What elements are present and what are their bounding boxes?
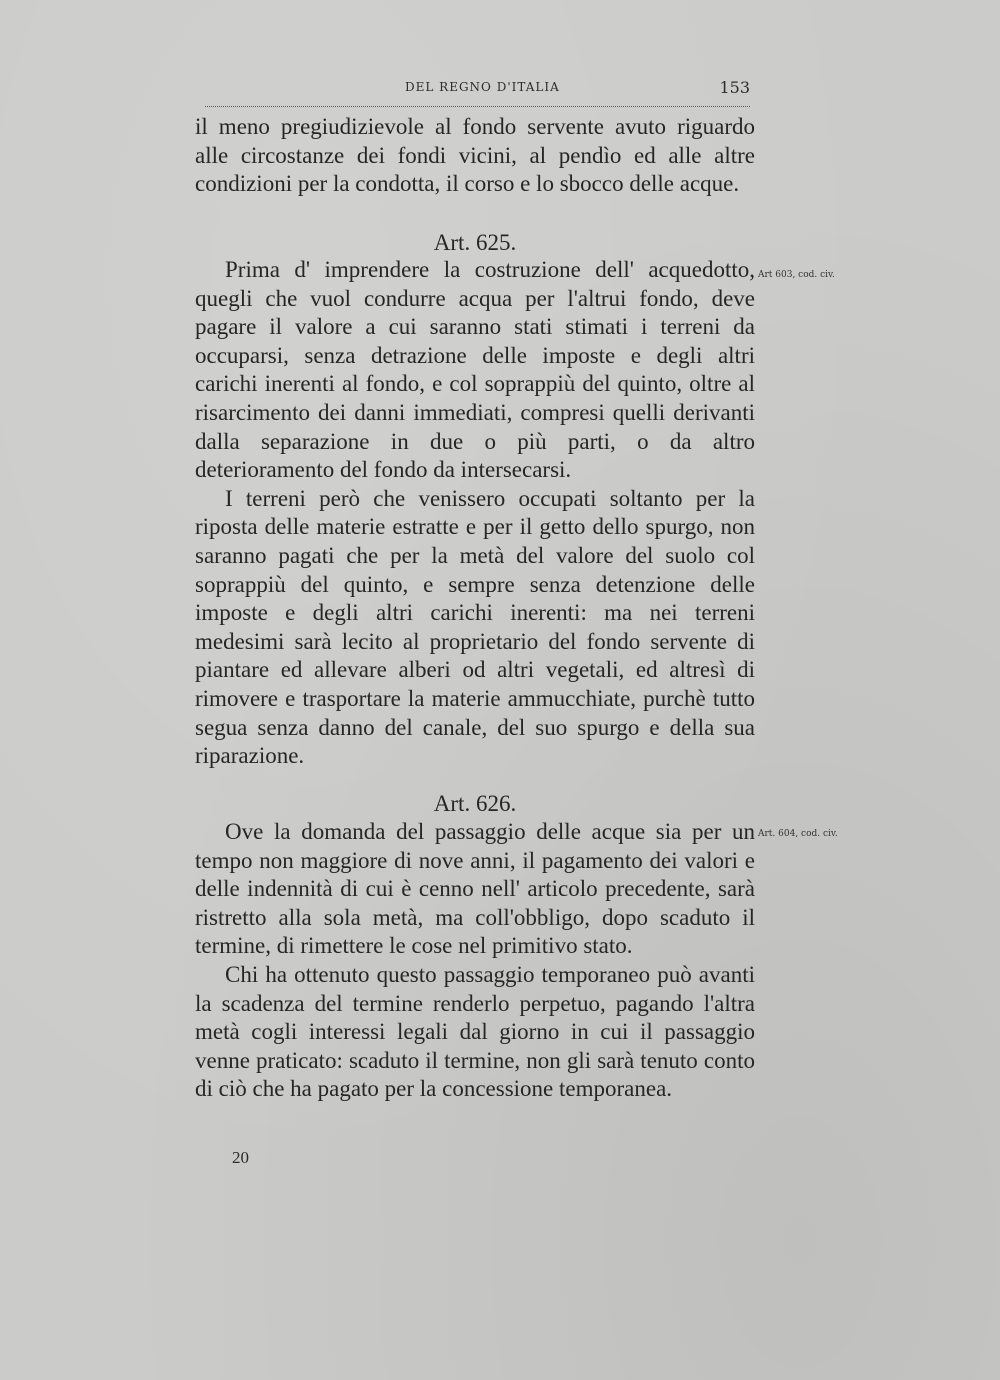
article-625-margin-note: Art 603, cod. civ.	[758, 270, 835, 280]
running-title: DEL REGNO D'ITALIA	[405, 80, 560, 94]
article-626-heading: Art. 626.	[433, 791, 517, 816]
article-625-paragraph-1: Prima d' imprendere la costruzione dell' acquedotto, quegli che vuol condurre acqua per l'altrui fondo, deve pagare il valore a cui saranno stati stimati i terreni da occuparsi, senza detrazione delle imposte e degli altri carichi inerenti al fondo, e col soprappiù del quinto, oltre al risarcimento dei danni immediati, compresi quelli derivanti dalla separazione in due o più parti, o da altro deterioramento del fondo da intersecarsi.	[195, 257, 755, 483]
continuation-text: il meno pregiudizievole al fondo servente avuto riguardo alle circostanze dei fondi vicini, al pendìo ed alle altre condizioni per la condotta, il corso e lo sbocco delle acque.	[195, 114, 755, 197]
article-626-body	[195, 818, 755, 1104]
page-number: 153	[719, 78, 750, 97]
running-header	[205, 80, 750, 107]
article-625-paragraph-2: I terreni però che venissero occupati soltanto per la riposta delle materie estratte e per il getto dello spurgo, non saranno pagati che per la metà del valore del suolo col soprappiù del quinto, e sempre senza detenzione delle imposte e degli altri carichi inerenti: ma nei terreni medesimi sarà lecito al proprietario del fondo servente di piantare ed allevare alberi od altri vegetali, ed altresì di rimovere e trasportare la materie ammucchiate, purchè tutto segua senza danno del canale, del suo spurgo e della sua riparazione.	[195, 485, 755, 769]
article-625-heading: Art. 625.	[433, 230, 517, 255]
signature-mark: 20	[232, 1148, 249, 1167]
continuation-paragraph	[195, 113, 755, 199]
article-626-margin-note: Art. 604, cod. civ.	[758, 829, 838, 839]
article-626-paragraph-1: Ove la domanda del passaggio delle acque sia per un tempo non maggiore di nove anni, il pagamento dei valori e delle indennità di cui è cenno nell' articolo precedente, sarà ristretto alla sola metà, ma coll'obbligo, dopo scaduto il termine, di rimettere le cose nel primitivo stato.	[195, 819, 755, 959]
article-626-paragraph-2: Chi ha ottenuto questo passaggio temporaneo può avanti la scadenza del termine renderlo perpetuo, pagando l'altra metà cogli interessi legali dal giorno in cui il passaggio venne praticato: scaduto il termine, non gli sarà tenuto conto di ciò che ha pagato per la concessione temporanea.	[195, 961, 755, 1102]
article-625-body	[195, 256, 755, 771]
